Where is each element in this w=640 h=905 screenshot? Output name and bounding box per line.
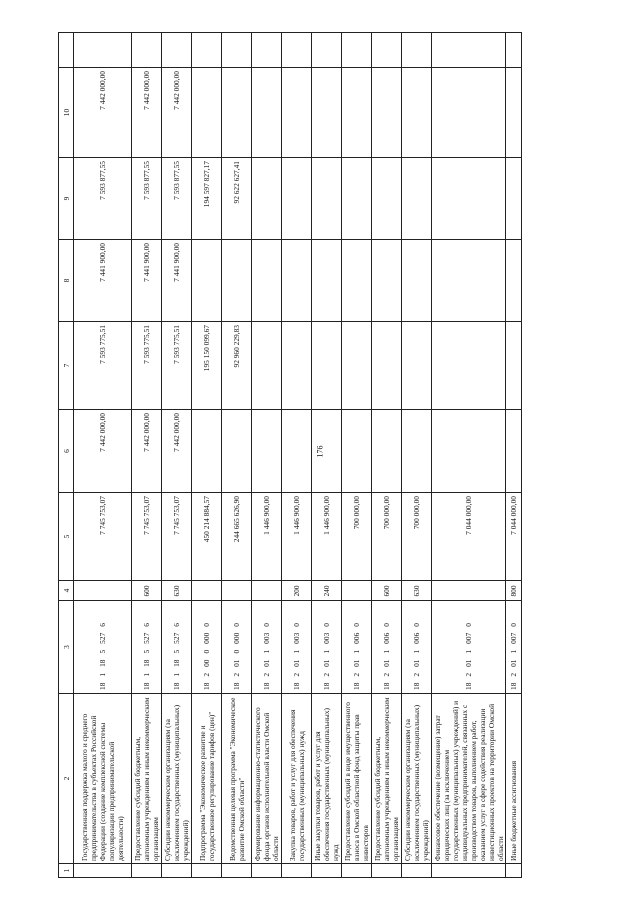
value-cell-col8: [506, 240, 522, 322]
value-cell-col10: [252, 68, 282, 158]
code-part: 2: [232, 672, 241, 677]
description-cell: Финансовое обеспечение (возмещение) затрат юридических лиц (за исключением государственных (муниципальных) учреждений) и индивидуальных предпринимателей, связанных с производством товаров, выполнением работ, оказанием услуг в сфере содействия реализации инвестиционных проектов на территории Омской области: [432, 694, 506, 864]
value-cell-col7: 7 593 775,51: [74, 322, 132, 410]
code-part: 01: [262, 659, 271, 667]
code-cell: [132, 601, 162, 694]
code-part: 1: [322, 649, 331, 654]
value-cell-col4: [192, 581, 222, 601]
row-index-cell: [432, 864, 506, 878]
code-part: 5: [172, 649, 181, 654]
value-cell-col9: [312, 158, 342, 240]
row-index-cell: [162, 864, 192, 878]
value-cell-col6: [192, 410, 222, 493]
code-part: 18: [172, 682, 181, 690]
header-cell: 9: [59, 158, 74, 240]
margin-cell: [312, 33, 342, 68]
value-cell-col8: [252, 240, 282, 322]
value-cell-col6: 7 442 000,00: [132, 410, 162, 493]
description-cell: Иные закупки товаров, работ и услуг для обеспечения государственных (муниципальных) нужд: [312, 694, 342, 864]
value-cell-col5: 700 000,00: [342, 493, 372, 581]
code-part: 18: [202, 682, 211, 690]
header-cell: 3: [59, 601, 74, 694]
code-part: 007: [509, 632, 518, 644]
code-part: 18: [142, 659, 151, 667]
description-cell: Подпрограмма "Экономическое развитие и государственное регулирование тарифов (цен)": [192, 694, 222, 864]
description-cell: Государственная поддержка малого и среднего предпринимательства в субъектах Российской Федерации (создание комплексной системы популяризации предпринимательской деятельности): [74, 694, 132, 864]
value-cell-col5: 700 000,00: [372, 493, 402, 581]
code-cell: [432, 601, 506, 694]
code-part: 2: [382, 672, 391, 677]
value-cell-col8: [282, 240, 312, 322]
row-index-cell: [402, 864, 432, 878]
value-cell-col10: [222, 68, 252, 158]
code-part: 2: [509, 672, 518, 677]
value-cell-col9: [506, 158, 522, 240]
code-part: 1: [98, 672, 107, 677]
code-cell: [162, 601, 192, 694]
row-index-cell: [282, 864, 312, 878]
header-cell: 8: [59, 240, 74, 322]
table-row: [506, 33, 522, 878]
code-part: 18: [98, 682, 107, 690]
margin-cell: [342, 33, 372, 68]
value-cell-col5: 7 745 753,07: [132, 493, 162, 581]
value-cell-col8: [372, 240, 402, 322]
value-cell-col7: 92 960 229,83: [222, 322, 252, 410]
code-part: 01: [322, 659, 331, 667]
description-cell: Формирование информационно-статистического фонда органов исполнительной власти Омской области: [252, 694, 282, 864]
table-row: [132, 33, 162, 878]
row-index-cell: [192, 864, 222, 878]
value-cell-col9: 194 597 827,17: [192, 158, 222, 240]
value-cell-col5: 700 000,00: [402, 493, 432, 581]
code-part: 0: [232, 623, 241, 627]
value-cell-col9: [432, 158, 506, 240]
code-part: 01: [412, 659, 421, 667]
value-cell-col4: [222, 581, 252, 601]
value-cell-col5: 1 446 900,00: [312, 493, 342, 581]
code-part: 18: [464, 682, 473, 690]
code-part: 2: [352, 672, 361, 677]
code-cell: [192, 601, 222, 694]
code-part: 0: [292, 623, 301, 627]
value-cell-col7: [282, 322, 312, 410]
code-part: 0: [322, 623, 331, 627]
code-part: 01: [464, 659, 473, 667]
margin-cell: [162, 33, 192, 68]
page-number: 176: [315, 445, 325, 458]
value-cell-col5: 244 665 626,90: [222, 493, 252, 581]
code-cell: [312, 601, 342, 694]
code-part: 1: [509, 649, 518, 654]
value-cell-col6: [282, 410, 312, 493]
code-part: 0: [202, 649, 211, 654]
value-cell-col10: [312, 68, 342, 158]
row-index-cell: [506, 864, 522, 878]
description-cell: Субсидии некоммерческим организациям (за исключением государственных (муниципальных) учреждений): [402, 694, 432, 864]
description-cell: Субсидии некоммерческим организациям (за исключением государственных (муниципальных) учреждений): [162, 694, 192, 864]
table-row: [282, 33, 312, 878]
value-cell-col9: [252, 158, 282, 240]
code-part: 6: [142, 623, 151, 627]
code-part: 18: [412, 682, 421, 690]
value-cell-col10: [282, 68, 312, 158]
table-row: [342, 33, 372, 878]
value-cell-col5: 1 446 900,00: [282, 493, 312, 581]
code-part: 6: [172, 623, 181, 627]
code-part: 1: [142, 672, 151, 677]
description-cell: Предоставление субсидий в виде имущественного взноса в Омской областной фонд защиты прав инвесторов: [342, 694, 372, 864]
value-cell-col5: 1 446 900,00: [252, 493, 282, 581]
value-cell-col8: 7 441 900,00: [162, 240, 192, 322]
code-part: 6: [98, 623, 107, 627]
value-cell-col8: [192, 240, 222, 322]
row-index-cell: [372, 864, 402, 878]
rotated-page: [58, 33, 578, 878]
value-cell-col4: [342, 581, 372, 601]
value-cell-col7: [312, 322, 342, 410]
code-part: 2: [262, 672, 271, 677]
header-cell: 2: [59, 694, 74, 864]
row-index-cell: [252, 864, 282, 878]
code-part: 003: [292, 632, 301, 644]
code-cell: [282, 601, 312, 694]
code-cell: [252, 601, 282, 694]
margin-cell: [506, 33, 522, 68]
code-part: 527: [142, 632, 151, 644]
code-part: 0: [464, 623, 473, 627]
code-part: 01: [352, 659, 361, 667]
table-row: [192, 33, 222, 878]
description-cell: Иные бюджетные ассигнования: [506, 694, 522, 864]
code-part: 00: [202, 659, 211, 667]
value-cell-col10: [192, 68, 222, 158]
value-cell-col4: 630: [162, 581, 192, 601]
value-cell-col5: 7 044 000,00: [432, 493, 506, 581]
value-cell-col10: 7 442 000,00: [132, 68, 162, 158]
code-part: 000: [202, 632, 211, 644]
value-cell-col6: [342, 410, 372, 493]
code-part: 01: [509, 659, 518, 667]
value-cell-col9: [402, 158, 432, 240]
value-cell-col6: [222, 410, 252, 493]
value-cell-col6: [402, 410, 432, 493]
value-cell-col6: [432, 410, 506, 493]
code-part: 1: [262, 649, 271, 654]
value-cell-col10: 7 442 000,00: [74, 68, 132, 158]
row-index-cell: [312, 864, 342, 878]
value-cell-col4: 600: [132, 581, 162, 601]
value-cell-col7: [432, 322, 506, 410]
value-cell-col9: [282, 158, 312, 240]
value-cell-col9: 7 593 877,55: [162, 158, 192, 240]
description-cell: Ведомственная целевая программа "Экономическое развитие Омской области": [222, 694, 252, 864]
code-part: 0: [202, 623, 211, 627]
value-cell-col9: 92 622 627,41: [222, 158, 252, 240]
code-part: 01: [232, 659, 241, 667]
margin-cell: [252, 33, 282, 68]
margin-cell: [59, 33, 74, 68]
value-cell-col7: [372, 322, 402, 410]
value-cell-col8: [432, 240, 506, 322]
row-index-cell: [74, 864, 132, 878]
margin-cell: [282, 33, 312, 68]
code-part: 2: [464, 672, 473, 677]
value-cell-col8: [402, 240, 432, 322]
value-cell-col7: [506, 322, 522, 410]
value-cell-col10: 7 442 000,00: [162, 68, 192, 158]
code-part: 18: [262, 682, 271, 690]
code-part: 01: [382, 659, 391, 667]
code-part: 01: [292, 659, 301, 667]
code-part: 527: [98, 632, 107, 644]
code-part: 000: [232, 632, 241, 644]
code-part: 0: [509, 623, 518, 627]
header-cell: 6: [59, 410, 74, 493]
code-part: 5: [142, 649, 151, 654]
budget-table: [58, 32, 522, 878]
value-cell-col8: [222, 240, 252, 322]
header-cell: 7: [59, 322, 74, 410]
code-cell: [402, 601, 432, 694]
value-cell-col4: [74, 581, 132, 601]
value-cell-col6: 7 442 000,00: [74, 410, 132, 493]
value-cell-col10: [342, 68, 372, 158]
code-cell: [74, 601, 132, 694]
code-part: 1: [412, 649, 421, 654]
value-cell-col9: 7 593 877,55: [74, 158, 132, 240]
row-index-cell: [132, 864, 162, 878]
table-row: [74, 33, 132, 878]
code-part: 1: [352, 649, 361, 654]
value-cell-col9: [342, 158, 372, 240]
code-part: 006: [382, 632, 391, 644]
value-cell-col10: [402, 68, 432, 158]
value-cell-col6: [312, 410, 342, 493]
code-cell: [222, 601, 252, 694]
code-cell: [342, 601, 372, 694]
description-cell: Предоставление субсидий бюджетным, автономным учреждениям и иным некоммерческим организациям: [132, 694, 162, 864]
value-cell-col5: 7 745 753,07: [162, 493, 192, 581]
code-part: 18: [172, 659, 181, 667]
code-part: 0: [262, 623, 271, 627]
margin-cell: [192, 33, 222, 68]
code-part: 006: [412, 632, 421, 644]
value-cell-col6: 7 442 000,00: [162, 410, 192, 493]
margin-cell: [222, 33, 252, 68]
code-part: 527: [172, 632, 181, 644]
value-cell-col5: 7 745 753,07: [74, 493, 132, 581]
value-cell-col6: [506, 410, 522, 493]
table-row: [372, 33, 402, 878]
value-cell-col7: [342, 322, 372, 410]
value-cell-col4: 240: [312, 581, 342, 601]
table-row: [402, 33, 432, 878]
code-part: 0: [232, 649, 241, 654]
code-part: 006: [352, 632, 361, 644]
value-cell-col4: 600: [372, 581, 402, 601]
code-part: 003: [262, 632, 271, 644]
table-row: [432, 33, 506, 878]
value-cell-col4: 200: [282, 581, 312, 601]
table-row: [252, 33, 282, 878]
code-part: 18: [322, 682, 331, 690]
code-part: 2: [412, 672, 421, 677]
value-cell-col4: [432, 581, 506, 601]
code-cell: [506, 601, 522, 694]
value-cell-col6: [252, 410, 282, 493]
code-part: 5: [98, 649, 107, 654]
code-part: 2: [292, 672, 301, 677]
code-part: 18: [382, 682, 391, 690]
value-cell-col4: 800: [506, 581, 522, 601]
row-index-cell: [222, 864, 252, 878]
code-part: 0: [352, 623, 361, 627]
code-part: 007: [464, 632, 473, 644]
code-part: 1: [172, 672, 181, 677]
margin-cell: [432, 33, 506, 68]
code-part: 1: [292, 649, 301, 654]
value-cell-col7: [252, 322, 282, 410]
code-cell: [372, 601, 402, 694]
value-cell-col7: 7 593 775,51: [162, 322, 192, 410]
value-cell-col4: 630: [402, 581, 432, 601]
description-cell: Закупка товаров, работ и услуг для обеспечения государственных (муниципальных) нужд: [282, 694, 312, 864]
value-cell-col9: [372, 158, 402, 240]
table-row: [222, 33, 252, 878]
value-cell-col8: [342, 240, 372, 322]
value-cell-col8: 7 441 900,00: [74, 240, 132, 322]
value-cell-col10: [506, 68, 522, 158]
value-cell-col7: 7 593 775,51: [132, 322, 162, 410]
value-cell-col5: 7 044 000,00: [506, 493, 522, 581]
code-part: 0: [382, 623, 391, 627]
table-row: [312, 33, 342, 878]
value-cell-col5: 450 214 884,57: [192, 493, 222, 581]
value-cell-col10: [372, 68, 402, 158]
value-cell-col9: 7 593 877,55: [132, 158, 162, 240]
header-cell: 4: [59, 581, 74, 601]
margin-cell: [402, 33, 432, 68]
code-part: 18: [509, 682, 518, 690]
code-part: 003: [322, 632, 331, 644]
code-part: 2: [202, 672, 211, 677]
code-part: 18: [292, 682, 301, 690]
code-part: 0: [412, 623, 421, 627]
value-cell-col4: [252, 581, 282, 601]
margin-cell: [132, 33, 162, 68]
value-cell-col7: 195 150 099,67: [192, 322, 222, 410]
margin-cell: [372, 33, 402, 68]
table-row: [162, 33, 192, 878]
header-cell: 5: [59, 493, 74, 581]
value-cell-col8: 7 441 900,00: [132, 240, 162, 322]
margin-cell: [74, 33, 132, 68]
code-part: 18: [352, 682, 361, 690]
code-part: 18: [142, 682, 151, 690]
value-cell-col8: [312, 240, 342, 322]
code-part: 1: [464, 649, 473, 654]
code-part: 18: [232, 682, 241, 690]
code-part: 2: [322, 672, 331, 677]
value-cell-col7: [402, 322, 432, 410]
value-cell-col6: [372, 410, 402, 493]
header-cell: 10: [59, 68, 74, 158]
value-cell-col10: [432, 68, 506, 158]
header-cell: 1: [59, 864, 74, 878]
code-part: 1: [382, 649, 391, 654]
code-part: 18: [98, 659, 107, 667]
row-index-cell: [342, 864, 372, 878]
description-cell: Предоставление субсидий бюджетным, автономным учреждениям и иным некоммерческим организациям: [372, 694, 402, 864]
header-row: [59, 33, 74, 878]
